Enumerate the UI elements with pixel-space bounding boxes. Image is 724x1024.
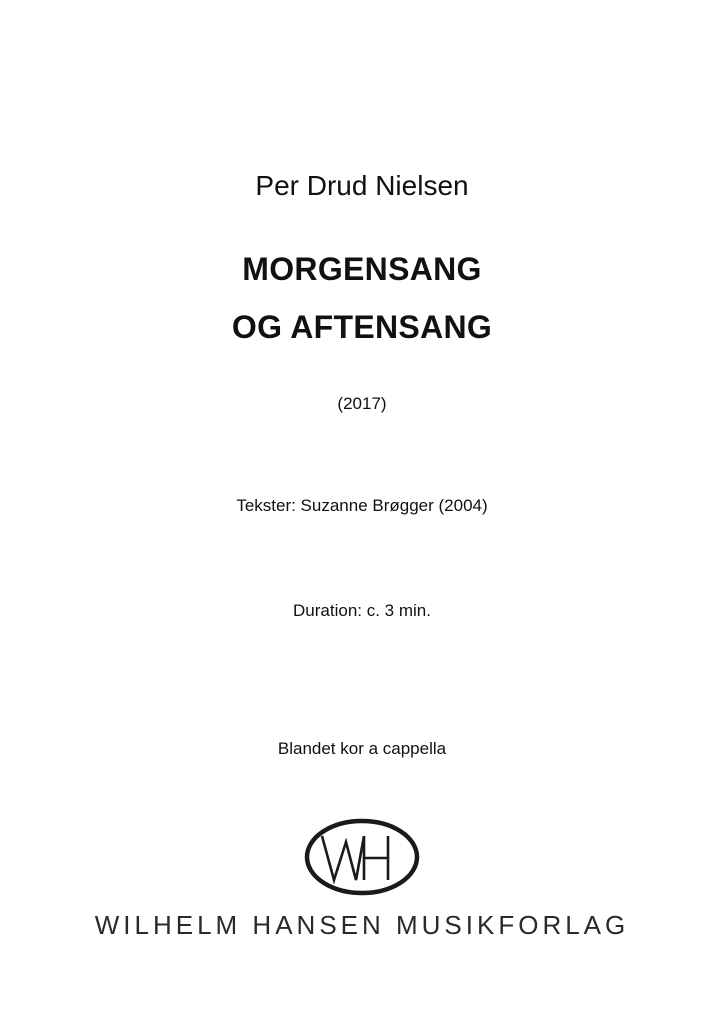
composition-year: (2017) <box>337 394 387 413</box>
composer-name: Per Drud Nielsen <box>255 170 469 201</box>
ensemble: Blandet kor a cappella <box>277 739 447 758</box>
title-line-2: OG AFTENSANG <box>231 309 493 345</box>
texts-credit: Tekster: Suzanne Brøgger (2004) <box>236 496 488 515</box>
duration: Duration: c. 3 min. <box>293 601 431 620</box>
publisher-name: WILHELM HANSEN MUSIKFORLAG <box>94 910 630 940</box>
wh-logo <box>304 818 420 896</box>
title-line-1: MORGENSANG <box>242 251 482 287</box>
